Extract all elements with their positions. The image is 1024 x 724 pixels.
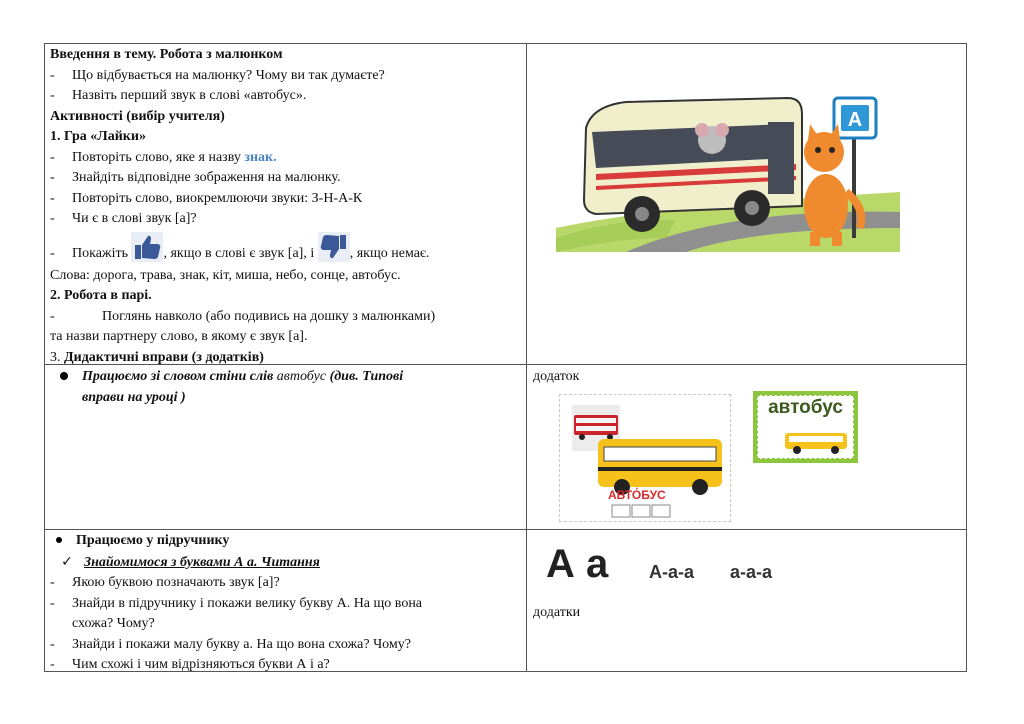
bullet-icon bbox=[56, 537, 62, 543]
textbook-task: Працюємо у підручнику bbox=[76, 533, 230, 548]
section-title: Введення в тему. Робота з малюнком bbox=[50, 47, 283, 62]
textbook-q2: Знайди в підручнику і покажи велику букву А. На що вона bbox=[72, 595, 423, 611]
mini-bus-icon bbox=[785, 431, 849, 455]
didactic-title: Дидактичні вправи (з додатків) bbox=[64, 349, 264, 365]
reading-syllables-2: а-а-а bbox=[730, 562, 773, 582]
word-card-avtobus bbox=[753, 391, 858, 463]
game-step-5: Покажіть bbox=[72, 245, 132, 261]
bullet-icon bbox=[60, 372, 68, 380]
pair-text-2: та назви партнеру слово, в якому є звук [а]. bbox=[50, 329, 308, 344]
task-text-end: (див. Типові bbox=[326, 369, 404, 384]
textbook-q3: Знайди і покажи малу букву а. На що вона схожа? Чому? bbox=[72, 636, 411, 652]
didactic-number: 3. bbox=[50, 349, 64, 365]
word-list: Слова: дорога, трава, знак, кіт, миша, небо, сонце, автобус. bbox=[50, 267, 401, 283]
big-letters: А а bbox=[546, 542, 609, 586]
bus-word-card bbox=[559, 394, 731, 522]
bus-scene-illustration bbox=[556, 88, 900, 252]
addon-label: додаток bbox=[533, 369, 580, 384]
activities-heading: Активності (вибір учителя) bbox=[50, 108, 225, 124]
pair-text-1: Поглянь навколо (або подивись на дошку з малюнками) bbox=[102, 308, 436, 324]
game-step-4: Чи є в слові звук [а]? bbox=[72, 211, 197, 226]
highlight-word: знак. bbox=[244, 149, 277, 165]
word-wall-task bbox=[50, 367, 522, 408]
intro-section: Введення в тему. Робота з малюнком - Що відбувається на малюнку? Чому ви так думаєте? - Назвіть перший звук в слові «автобус». Активності (вибір учителя) 1. Гра «Лайки» - Повторіть слово, яке я назву знак. - Знайдіть відповідне зображення на малюнку. - Повторіть слово, виокремлюючи звуки: З-Н-А-К - Чи є в слові звук [а]? - Покажіть , якщо в слові є звук [а], і , якщо немає. Слова: дорога, трава, знак, кіт, миша, небо, сонце, автобус. 2. Робота в парі. - Поглянь навколо (або подивись на дошку з малюнками) та назви партнеру слово, в якому є звук [а]. 3. Дидактичні вправи (з додатків) bbox=[50, 45, 522, 368]
game-step-1: Повторіть слово, яке я назву bbox=[72, 149, 245, 165]
pair-title: 2. Робота в парі. bbox=[50, 288, 152, 303]
question-2: Назвіть перший звук в слові «автобус». bbox=[72, 88, 307, 103]
sign-letter: A bbox=[847, 109, 863, 131]
card-word: автобус bbox=[768, 397, 843, 418]
task-text: Працюємо зі словом стіни слів bbox=[82, 369, 277, 384]
reading-syllables-1: А-а-а bbox=[649, 562, 695, 582]
game-step-3: Повторіть слово, виокремлюючи звуки: З-Н-А-К bbox=[72, 190, 363, 206]
textbook-q4: Чим схожі і чим відрізняються букви А і а? bbox=[72, 657, 330, 672]
textbook-q1: Якою буквою позначають звук [а]? bbox=[72, 575, 280, 590]
task-text-line2: вправи на уроці ) bbox=[82, 389, 186, 405]
task-word: автобус bbox=[276, 369, 327, 384]
textbook-section: Працюємо у підручнику ✓ Знайомимося з буквами А а. Читання - Якою буквою позначають звук [а]? - Знайди в підручнику і покажи велику букву А. На що вона схожа? Чому? - Знайди і покажи малу букву а. На що вона схожа? Чому? - Чим схожі і чим відрізняються букви А і а? bbox=[50, 531, 522, 676]
letters-subtitle: Знайомимося з буквами А а. Читання bbox=[84, 554, 320, 570]
game-step-5-mid: , якщо в слові є звук [а], і bbox=[163, 245, 318, 261]
bus-label: АВТО́БУС bbox=[608, 488, 666, 502]
addons-label: додатки bbox=[533, 605, 581, 620]
game-title: 1. Гра «Лайки» bbox=[50, 129, 146, 144]
game-step-5-end: , якщо немає. bbox=[349, 245, 430, 261]
game-step-2: Знайдіть відповідне зображення на малюнку. bbox=[72, 170, 341, 185]
textbook-q2-cont: схожа? Чому? bbox=[72, 616, 155, 631]
checkmark-icon: ✓ bbox=[61, 553, 73, 570]
question-1: Що відбувається на малюнку? Чому ви так думаєте? bbox=[72, 67, 385, 83]
